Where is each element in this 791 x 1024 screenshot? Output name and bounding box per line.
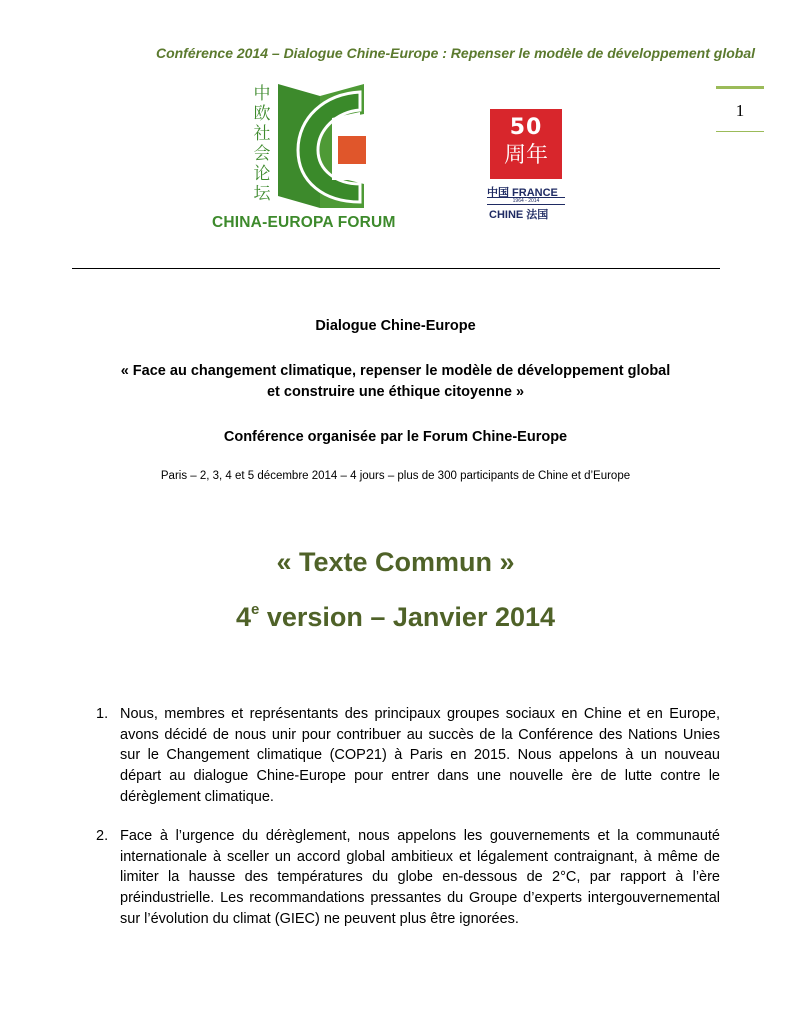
version-text: version – Janvier 2014 <box>259 602 556 632</box>
document-version <box>0 602 791 633</box>
cef-char: 欧 <box>253 104 271 124</box>
numbered-paragraph <box>96 704 720 808</box>
anniversary-line1: 中国 FRANCE <box>487 187 558 199</box>
anniversary-dates: 1964 - 2014 <box>487 197 565 205</box>
theme-line-1: « Face au changement climatique, repenser le modèle de développement global <box>120 363 671 379</box>
paragraph-text: Nous, membres et représentants des principaux groupes sociaux en Chine et en Europe, avons décidé de nous unir pour contribuer au succès de la Conférence des Nations Unies sur le Changement climatique (COP21) à Paris en 2015. Nous appelons à un nouveau départ au dialogue Chine-Europe pour entrer dans une nouvelle ère de lutte contre le dérèglement climatique. <box>120 706 720 805</box>
anniversary-red-square <box>490 109 562 179</box>
organiser-line: Conférence organisée par le Forum Chine-Europe <box>223 429 568 445</box>
cef-name: CHINA-EUROPA FORUM <box>212 214 396 231</box>
paragraph-text: Face à l’urgence du dérèglement, nous appelons les gouvernements et la communauté internationale à sceller un accord global ambitieux et légalement contraignant, à même de limiter la hausse des températures du globe en-dessous de 2°C, par rapport à l’ère préindustrielle. Les recommandations pressantes du Groupe d’experts intergouvernemental sur l’évolution du climat (GIEC) ne peuvent plus être ignorées. <box>120 828 720 927</box>
cef-char: 会 <box>253 144 271 164</box>
anniversary-line2: CHINE 法国 <box>489 209 549 221</box>
horizontal-rule <box>72 268 720 269</box>
paragraph-number: 1. <box>96 706 109 722</box>
anniversary-logo <box>487 109 565 224</box>
theme-line-2: et construire une éthique citoyenne » <box>266 384 525 400</box>
conference-theme <box>0 361 791 403</box>
cef-char: 社 <box>253 124 271 144</box>
running-header: Conférence 2014 – Dialogue Chine-Europe : Repenser le modèle de développement global <box>155 45 755 61</box>
dialogue-heading: Dialogue Chine-Europe <box>315 318 476 334</box>
anniversary-number: 50 <box>509 115 543 140</box>
event-details: Paris – 2, 3, 4 et 5 décembre 2014 – 4 jours – plus de 300 participants de Chine et d’Europe <box>160 470 631 482</box>
cef-orange-block <box>338 136 366 164</box>
cef-char: 中 <box>253 84 271 104</box>
paragraph-number: 2. <box>96 828 109 844</box>
version-superscript: e <box>250 601 260 618</box>
page-number: 1 <box>735 101 745 120</box>
anniversary-chinese: 周年 <box>503 143 548 168</box>
version-number: 4 <box>235 602 251 632</box>
document-title: « Texte Commun » <box>276 547 515 577</box>
numbered-paragraph <box>96 826 720 930</box>
cef-char: 论 <box>253 164 271 184</box>
china-europa-forum-logo <box>212 84 417 238</box>
cef-white-e-bar-bottom <box>332 168 368 180</box>
cef-emblem <box>212 84 417 214</box>
cef-char: 坛 <box>253 184 271 204</box>
